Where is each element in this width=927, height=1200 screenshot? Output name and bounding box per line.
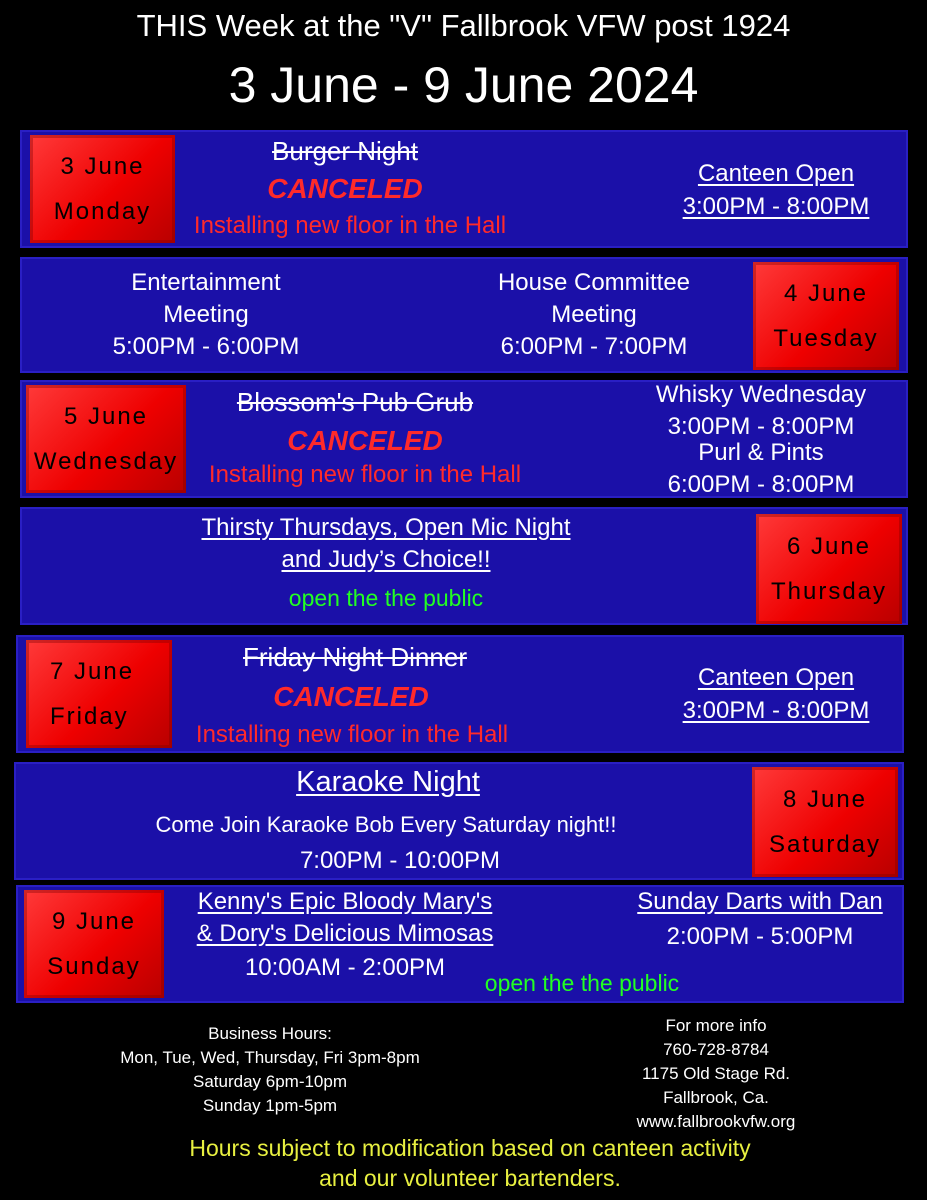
monday-date-box <box>30 135 175 243</box>
tuesday-mid-time: 6:00PM - 7:00PM <box>500 333 688 360</box>
thursday-event-line2: and Judy’s Choice!! <box>281 546 491 573</box>
wednesday-day: 5 June <box>63 403 149 430</box>
saturday-desc: Come Join Karaoke Bob Every Saturday night!! <box>155 812 617 837</box>
friday-day: 7 June <box>50 658 135 685</box>
wednesday-right-time2: 6:00PM - 8:00PM <box>667 471 855 498</box>
city: Fallbrook, Ca. <box>663 1088 769 1107</box>
phone-number: 760-728-8784 <box>663 1040 769 1059</box>
hours-saturday: Saturday 6pm-10pm <box>192 1072 348 1091</box>
tuesday-left-line1: Entertainment <box>131 269 281 296</box>
business-hours <box>70 1022 470 1118</box>
sunday-time: 10:00AM - 2:00PM <box>244 954 446 981</box>
disclaimer-line1: Hours subject to modification based on canteen activity <box>189 1135 751 1161</box>
thursday-day: 6 June <box>786 533 872 560</box>
saturday-event: Karaoke Night <box>296 766 480 798</box>
disclaimer-line2: and our volunteer bartenders. <box>319 1165 621 1191</box>
thursday-event-line1: Thirsty Thursdays, Open Mic Night <box>201 514 571 541</box>
friday-canteen-title: Canteen Open <box>697 664 855 691</box>
sunday-date-box <box>24 890 164 998</box>
website-link[interactable]: www.fallbrookvfw.org <box>636 1112 796 1131</box>
tuesday-mid-line1: House Committee <box>497 269 691 296</box>
friday-canteen-time: 3:00PM - 8:00PM <box>682 697 870 724</box>
sunday-event-line1: Kenny's Epic Bloody Mary's <box>197 888 493 915</box>
friday-note: Installing new floor in the Hall <box>195 721 509 748</box>
thursday-weekday: Thursday <box>770 578 888 605</box>
thursday-date-box <box>756 514 902 624</box>
monday-day: 3 June <box>60 153 145 180</box>
tuesday-left-time: 5:00PM - 6:00PM <box>112 333 300 360</box>
sunday-public-note: open the the public <box>484 970 680 996</box>
tuesday-date-box <box>753 262 899 370</box>
sunday-event-line2: & Dory's Delicious Mimosas <box>196 920 494 947</box>
wednesday-event: Blossom's Pub Grub <box>236 387 474 417</box>
wednesday-right-title2: Purl & Pints <box>698 439 824 466</box>
friday-canceled: CANCELED <box>273 681 429 712</box>
sunday-weekday: Sunday <box>47 953 141 980</box>
hours-weekday: Mon, Tue, Wed, Thursday, Fri 3pm-8pm <box>120 1048 420 1067</box>
tuesday-weekday: Tuesday <box>773 325 879 352</box>
sunday-darts-time: 2:00PM - 5:00PM <box>666 923 854 950</box>
address: 1175 Old Stage Rd. <box>641 1064 791 1083</box>
saturday-day: 8 June <box>782 786 868 813</box>
info-title: For more info <box>665 1016 767 1035</box>
thursday-public-note: open the the public <box>288 585 484 611</box>
wednesday-canceled: CANCELED <box>287 425 443 456</box>
saturday-time: 7:00PM - 10:00PM <box>299 847 501 874</box>
saturday-date-box <box>752 767 898 877</box>
disclaimer <box>80 1133 860 1193</box>
monday-canceled: CANCELED <box>267 173 423 204</box>
monday-note: Installing new floor in the Hall <box>193 212 507 239</box>
sunday-day: 9 June <box>51 908 137 935</box>
monday-weekday: Monday <box>53 198 152 225</box>
page-title: THIS Week at the "V" Fallbrook VFW post 1924 <box>136 8 791 43</box>
tuesday-day: 4 June <box>783 280 869 307</box>
wednesday-right-title1: Whisky Wednesday <box>655 381 867 408</box>
week-dates: 3 June - 9 June 2024 <box>228 57 699 113</box>
hours-title: Business Hours: <box>208 1024 332 1043</box>
tuesday-left-line2: Meeting <box>163 301 249 328</box>
monday-event: Burger Night <box>272 136 418 166</box>
contact-info <box>586 1014 846 1134</box>
tuesday-mid-line2: Meeting <box>551 301 637 328</box>
monday-canteen-title: Canteen Open <box>697 160 855 187</box>
wednesday-note: Installing new floor in the Hall <box>208 461 522 488</box>
wednesday-weekday: Wednesday <box>33 448 179 475</box>
wednesday-date-box <box>26 385 186 493</box>
wednesday-right-time1: 3:00PM - 8:00PM <box>667 413 855 440</box>
friday-event: Friday Night Dinner <box>243 642 467 672</box>
friday-weekday: Friday <box>50 703 129 730</box>
friday-date-box <box>26 640 172 748</box>
monday-canteen-time: 3:00PM - 8:00PM <box>682 193 870 220</box>
hours-sunday: Sunday 1pm-5pm <box>202 1096 338 1115</box>
sunday-darts-title: Sunday Darts with Dan <box>637 888 883 915</box>
saturday-weekday: Saturday <box>768 831 882 858</box>
